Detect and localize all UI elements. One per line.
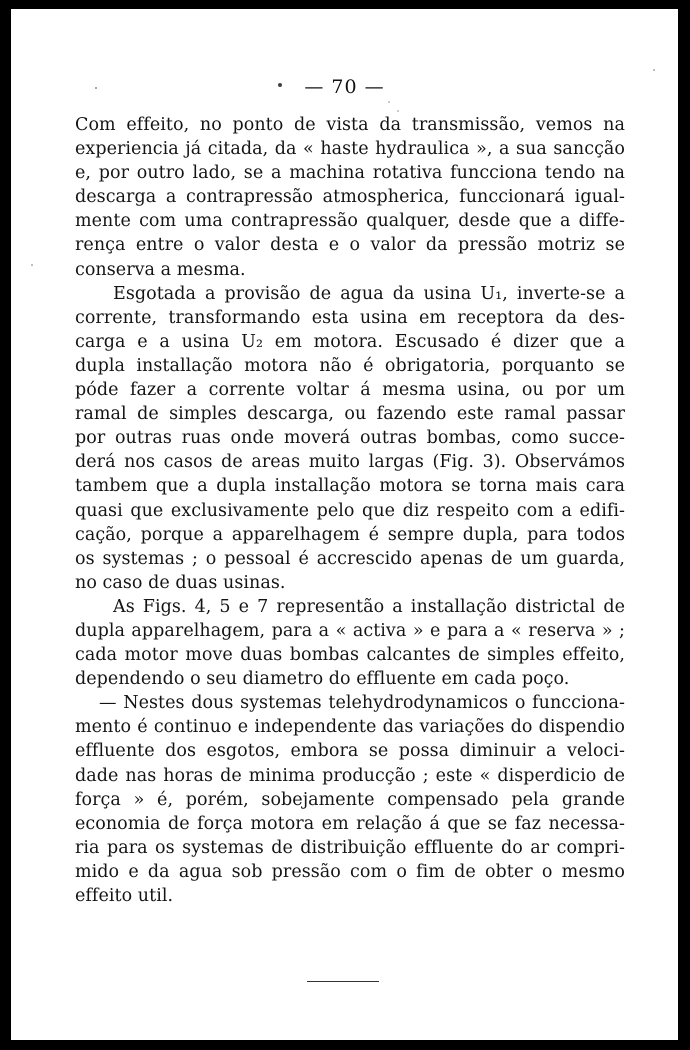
text-line: ramal de simples descarga, ou fazendo este ramal passar xyxy=(75,404,625,425)
text-line: economia de força motora em relação á que se faz necessa- xyxy=(75,813,625,834)
ink-speck xyxy=(653,69,655,71)
text-line: corrente, transformando esta usina em receptora da des- xyxy=(75,307,625,328)
text-line: rença entre o valor desta e o valor da pressão motriz se xyxy=(75,235,625,256)
text-line: Esgotada a provisão de agua da usina U₁, inverte-se a xyxy=(113,283,625,304)
text-line: mente com uma contrapressão qualquer, desde que a diffe- xyxy=(75,211,625,232)
ink-speck xyxy=(95,87,97,89)
ink-speck xyxy=(278,83,282,87)
text-line: por outras ruas onde moverá outras bombas, como succe- xyxy=(75,428,625,449)
text-line: e, por outro lado, se a machina rotativa funcciona tendo na xyxy=(75,163,625,184)
text-line: Com effeito, no ponto de vista da transmissão, vemos na xyxy=(75,115,625,135)
text-line: As Figs. 4, 5 e 7 representão a installação districtal de xyxy=(113,596,625,617)
text-line: força » é, porém, sobejamente compensado pela grande xyxy=(75,789,625,810)
text-line: dupla apparelhagem, para a « activa » e para a « reserva » ; xyxy=(75,620,625,641)
ink-speck xyxy=(388,101,390,103)
ink-speck xyxy=(397,110,399,112)
text-line: mento é continuo e independente das variações do dispendio xyxy=(75,717,625,738)
text-line: quasi que exclusivamente pelo que diz respeito com a edifi- xyxy=(75,500,625,521)
text-line: cada motor move duas bombas calcantes de simples effeito, xyxy=(75,645,625,666)
text-line: no caso de duas usinas. xyxy=(75,572,286,593)
text-line: póde fazer a corrente voltar á mesma usina, ou por um xyxy=(75,380,625,401)
text-line: carga e a usina U₂ em motora. Escusado é dizer que a xyxy=(75,331,625,352)
text-line: mido e da agua sob pressão com o fim de obter o mesmo xyxy=(75,861,625,882)
text-line: os systemas ; o pessoal é accrescido apenas de um guarda, xyxy=(75,548,625,569)
text-line: dupla installação motora não é obrigatoria, porquanto se xyxy=(75,355,625,376)
text-line: experiencia já citada, da « haste hydraulica », a sua sancção xyxy=(75,139,625,160)
book-page xyxy=(11,9,678,1040)
footer-rule xyxy=(307,981,379,982)
text-line: — Nestes dous systemas telehydrodynamicos o funcciona- xyxy=(99,693,625,714)
text-line: dade nas horas de minima producção ; este « disperdicio de xyxy=(75,765,625,786)
text-line: derá nos casos de areas muito largas (Fig. 3). Observámos xyxy=(75,452,625,473)
text-line: tambem que a dupla installação motora se torna mais cara xyxy=(75,476,625,497)
ink-speck xyxy=(31,264,33,266)
text-line: ria para os systemas de distribuição effluente do ar compri- xyxy=(75,837,625,858)
text-line: dependendo o seu diametro do effluente em cada poço. xyxy=(75,669,570,690)
text-line: descarga a contrapressão atmospherica, funccionará igual- xyxy=(75,187,625,208)
text-line: effeito util. xyxy=(75,886,174,906)
text-line: conserva a mesma. xyxy=(75,259,246,280)
page-number-header: — 70 — xyxy=(304,76,385,98)
body-text xyxy=(75,113,625,908)
text-line: effluente dos esgotos, embora se possa diminuir a veloci- xyxy=(75,741,625,762)
text-line: cação, porque a apparelhagem é sempre dupla, para todos xyxy=(75,524,625,545)
